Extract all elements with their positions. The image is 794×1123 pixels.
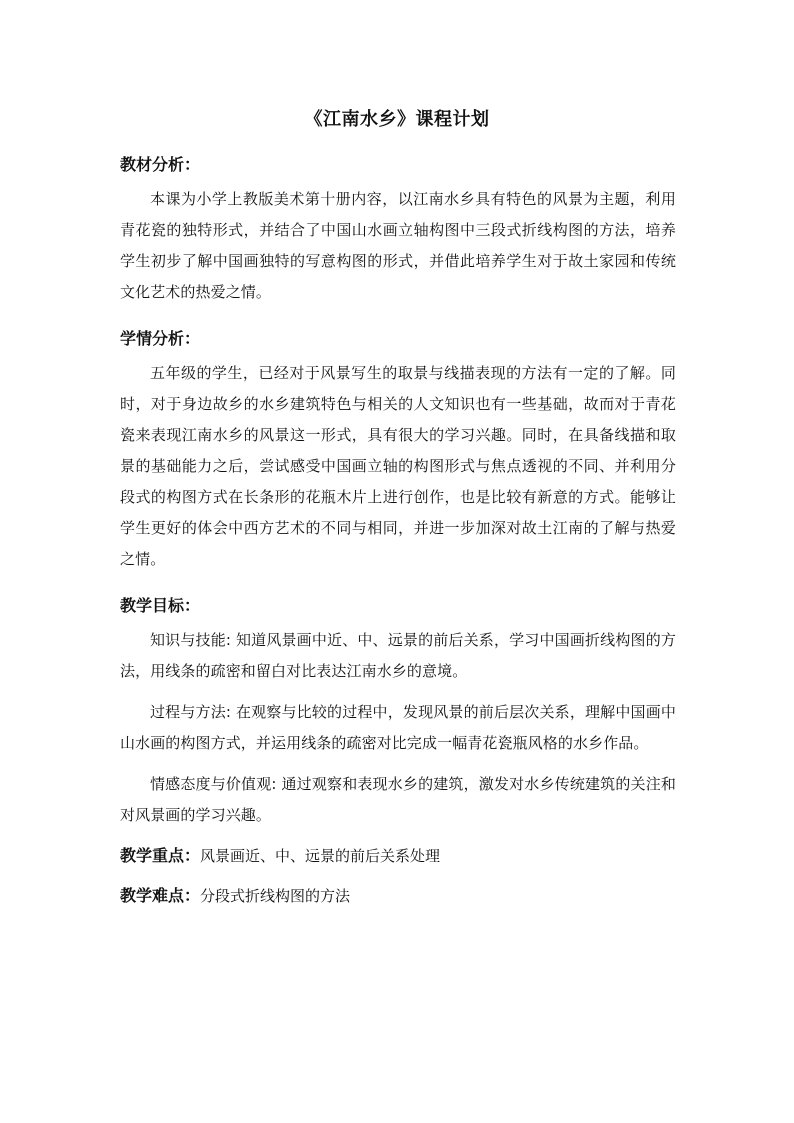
section-heading-student-analysis: 学情分析： <box>120 329 201 348</box>
paragraph-textbook-analysis: 本课为小学上教版美术第十册内容，以江南水乡具有特色的风景为主题，利用青花瓷的独特形式，并结合了中国山水画立轴构图中三段式折线构图的方法，培养学生初步了解中国画独特的写意构图的形式，并借此培养学生对于故土家园和传统文化艺术的热爱之情。 <box>120 190 676 301</box>
paragraph-student-analysis: 五年级的学生，已经对于风景写生的取景与线描表现的方法有一定的了解。同时，对于身边故乡的水乡建筑特色与相关的人文知识也有一些基础，故而对于青花瓷来表现江南水乡的风景这一形式，具有很大的学习兴趣。同时，在具备线描和取景的基础能力之后，尝试感受中国画立轴的构图形式与焦点透视的不同、并利用分段式的构图方式在长条形的花瓶木片上进行创作，也是比较有新意的方式。能够让学生更好的体会中西方艺术的不同与相同，并进一步加深对故土江南的了解与热爱之情。 <box>120 364 676 568</box>
difficult-point-line <box>120 881 676 911</box>
document-title: 《江南水乡》课程计划 <box>304 109 490 130</box>
key-point-text: 风景画近、中、远景的前后关系处理 <box>200 847 441 865</box>
document-body <box>120 150 676 911</box>
goal-knowledge-skills: 知识与技能: 知道风景画中近、中、远景的前后关系，学习中国画折线构图的方法，用线条的疏密和留白对比表达江南水乡的意境。 <box>120 631 676 680</box>
difficult-point-text: 分段式折线构图的方法 <box>200 887 351 905</box>
section-heading-textbook-analysis: 教材分析： <box>120 155 201 174</box>
section-heading-teaching-goals: 教学目标： <box>120 596 201 615</box>
goal-emotion-values: 情感态度与价值观: 通过观察和表现水乡的建筑，激发对水乡传统建筑的关注和对风景画的学习兴趣。 <box>120 775 676 824</box>
key-point-label: 教学重点： <box>120 846 201 865</box>
difficult-point-label: 教学难点： <box>120 886 201 905</box>
goal-process-methods: 过程与方法: 在观察与比较的过程中，发现风景的前后层次关系，理解中国画中山水画的构图方式，并运用线条的疏密对比完成一幅青花瓷瓶风格的水乡作品。 <box>120 703 676 752</box>
key-point-line <box>120 841 676 871</box>
